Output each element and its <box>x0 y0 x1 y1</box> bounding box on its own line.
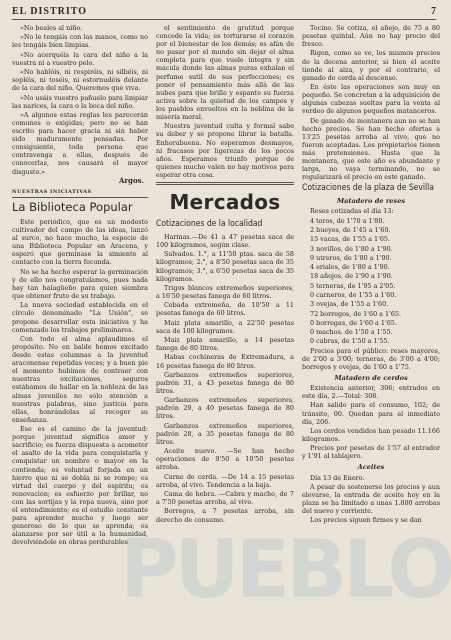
hygiene-rules <box>12 24 148 176</box>
price-item: Garbanzos extremeños superiores, padrón 28, a 35 pesetas fanega de 80 litros. <box>156 421 294 446</box>
list-item: 0 machos. de 1'50 a 1'55. <box>310 328 393 337</box>
columns <box>12 24 440 548</box>
cerdos-title: Matadero de cerdos <box>334 373 408 382</box>
paragraph: Existencia anterior, 306; entrados en este día, 2.—Total: 308. <box>302 384 440 401</box>
list-item: 5 terneras, de 1'95 a 2'05. <box>310 281 396 290</box>
list-item: 72 borregos, de 1'60 a 1'65. <box>310 309 401 318</box>
paragraph: A pesar de sostenerse los precios y aun elevarse, la entrada de aceite hoy en la plaza se ha limitado a unas 1.800 arrobas del nuevo y corriente. <box>302 482 440 516</box>
paragraph: No se ha hecho esperar la germinación y de ello nos congratulamos, pues nada hay tan halagüeño para quien siembra que obtener fruto de su trabajo. <box>12 267 148 301</box>
author-signature: Argos. <box>118 175 144 185</box>
list-item: 4 toros, de 1'70 a 1'80. <box>310 216 385 225</box>
page-number: 7 <box>431 6 436 17</box>
list-item: 3 ovejas, de 1'55 a 1'60. <box>310 300 389 309</box>
paragraph: Este periódico, que es un modesto cultivador del campo de las ideas, lanzó al surco, no hace mucho, la especie de una Biblioteca Popular en Aracena, y esperó que germinase la simiente al contacto con la tierra fecunda. <box>12 218 148 267</box>
price-item: Cebada extremeña, de 10'50 a 11 pesetas fanega de 60 litros. <box>156 301 294 318</box>
paragraph: Los cerdos vendidos han pesado 11.166 kilogramos. <box>302 426 440 443</box>
price-item: Cama de hebra. —Cabra y macho, de 7 a 7'50 pesetas arroba, al vivo. <box>156 490 294 507</box>
paragraph: Los precios siguen firmes y se dan <box>310 516 422 525</box>
price-item: Habas cochineras de Extremadura, a 16 pesetas fanega de 80 litros. <box>156 353 294 370</box>
paragraph: Precios por pesetas de 1'57 al entrador y 1'91 al tablajero. <box>302 444 440 461</box>
paragraph: Han salido para el consumo, 102; de tránsito, 00. Quedan para el inmediato día, 206. <box>302 401 440 426</box>
price-item: Aceite nuevo. —Se han hecho operaciones de 9'50 a 10'50 pesetas arroba. <box>156 447 294 472</box>
list-item: 3 novillos, de 1'80 a 1'90. <box>310 244 393 253</box>
list-item: Reses cotizadas el día 13: <box>310 207 394 216</box>
newspaper-title: EL DISTRITO <box>12 6 88 17</box>
price-item: Maiz plata amarillo, a 22'50 pesetas saca de 100 kilogramos. <box>156 318 294 335</box>
price-item: Garbanzos extremeños superiores, padrón 29, a 40 pesetas fanega de 80 litros. <box>156 396 294 421</box>
price-item: Salvados. 1.°, a 11'50 ptas. saca de 58 kilogramos; 2.°, a 8'50 pesetas saca de 35 kilogramos; 3.°, a 6'50 pesetas saca de 35 kilogramos. <box>156 250 294 283</box>
list-item: 0 cabras, de 1'50 a 1'55. <box>310 337 390 346</box>
paragraph: La nueva sociedad establecida en el círculo denominado "La Unión", se propone desarrollar esta iniciativa y ha comenzado los trabajos preliminares. <box>12 301 148 334</box>
list-item: 0 borregas, de 1'60 a 1'65. <box>310 318 397 327</box>
paragraph: «No acerquéis la cara del niño a la vuestra ni a vuestro pelo. <box>12 50 148 67</box>
reses-title: Matadero de reses <box>336 197 406 206</box>
list-item: 4 eriales, de 1'80 a 1'90. <box>310 263 390 272</box>
price-item: Maiz plata amarillo, a 14 pesetas fanega de 80 litros. <box>156 336 294 353</box>
price-item: Borregos, a 7 pesetas arroba, sin derecho de consumo. <box>156 507 294 524</box>
divider <box>156 182 294 185</box>
aceites-title: Aceites <box>357 463 385 472</box>
paragraph: Precios para el público: reses mayores, de 2'00 a 3'00; terneras, de 3'00 a 4'00; borregos y ovejas, de 1'60 a 1'75. <box>302 346 440 371</box>
paragraph: Rigen, como se ve, los mismos precios de la decena anterior, si bien el aceite tiende al alza, y por el contrario, el ganado de cerda al descenso. <box>302 49 440 82</box>
paragraph: Tocino. Se cotiza, el añejo, de 75 a 80 pesetas quintal. Aún no hay precio del fresco. <box>302 24 440 49</box>
column-2 <box>156 24 294 548</box>
paragraph: «No beales al niño. <box>20 24 83 32</box>
paragraph: En éste las operaciones son muy en pequeño. Se concretan a la adquisición de algunas cabezas sueltas para la venta al verdeo de algunos pequeños matanceros. <box>302 83 440 116</box>
list-item: 18 añojos, de 1'90 a 1'90. <box>310 272 393 281</box>
paragraph: De ganado de montanera aun no se han hecho precios. Se han hecho ofertas a 13'25 pesetas arroba al vivo, que no fueron aceptadas. Los propietarios tienen más pretensiones. Hasta que la montanera, que este año es abundante y larga, no vaya terminando, no se regularizará el precio en este ganado. <box>302 116 440 182</box>
price-item: Harinas.—De 41 a 47 pesetas saca de 100 kilogramos, según clase. <box>156 232 294 250</box>
list-item: 15 vacas, de 1'55 a 1'65. <box>310 235 391 244</box>
paragraph: Día 13 de Enero. <box>310 473 365 482</box>
section-heading-mercados: Mercados <box>169 189 281 214</box>
paragraph: «No hablóis, ni respiréis, ni silbéis, ni sopléis, ni toséis, ni estornudéis delante de la cara del niño. Queremos que viva. <box>12 68 148 93</box>
subheading-seville-prices: Cotizaciones de la plaza de Sevilla <box>302 183 434 194</box>
price-item: Trigos blancos extremeños superiores, a 16'50 pesetas fanega de 60 litros. <box>156 283 294 300</box>
masthead <box>12 6 436 20</box>
column-1 <box>12 24 148 548</box>
subheading-local-prices: Cotizaciones de la localidad <box>156 218 263 229</box>
paragraph: Ese es el camino de la juventud: porque juventud significa amor y sacrificio; es fuerza dispuesta a acometer el asalto de la vida para conquistarla y conquistar un nombre o mayor en la contienda; es voluntad forjada en un hierro que ni se dobla ni se rompe; es virtud del cuerpo y del espíritu; es renovación; es esfuerzo por brillar, no con las sortijas y la ropa nueva, sino por el entendimiento; es el estudio constante para aprender mucho y luego ser generoso de lo que se aprenda; es alanzarse por ser útil a la humanidad, devolviéndole en obras perdurables <box>12 425 148 547</box>
list-item: 0 carneros, de 1'55 a 1'60. <box>310 290 397 299</box>
paragraph: «No le tengáis con las manos, como no les tengáis bien limpias. <box>12 33 148 50</box>
list-item: 2 bueyes, de 1'45 a 1'60. <box>310 226 391 234</box>
price-item: Carne de cerda. —De 14 a 15 pesetas arroba, al vivo. Tendencia a la baja. <box>156 472 294 489</box>
list-item: 9 utreros, de 1'80 a 1'90. <box>310 253 392 262</box>
paragraph: Con todo el alma aplaudimos el propósito. No en balde hemos excitado desde estas columnas a la juventud aracenense repetidas veces; y a buen pie el momento hubimos de contraer con nuestras excitaciones, seguros estábamos de hallar en la nobleza de las almas juveniles no sólo atención a nuestras palabras, sino justicia para ellas, honrándolas al recoger su enseñanza. <box>12 334 148 424</box>
paragraph: «A algunos estas reglas les parecerán comunes o exigidas; pero no se han escrito para hacer gracia ni sin haber sido maduramente pensadas. Por consiguiente, toda persona que contravenga a ellas, después de conocerlas, nos causará el mayor disgusto.» <box>12 110 148 176</box>
paragraph: el sentimiento de gratitud porque concede la vida; es torturarse el corazón por el bienestar de los demás; es afán de no pasar por el mundo sin dejar el alma completa para que vuele íntegra y sin mácula donde las almas puras exhalan el perfume sutil de sus perfecciones; es poner el pensamiento más allá de las nubes para que brille y espante su fuerza activa sobre la quietud de los campos y los pueblos envueltos en la neblina de la miseria moral. <box>156 24 294 122</box>
column-3 <box>302 24 440 548</box>
article-heading: La Biblioteca Popular <box>12 200 133 214</box>
library-watermark: PUEBLO <box>120 523 451 616</box>
reses-list <box>302 207 440 345</box>
section-label: NUESTRAS INICIATIVAS <box>12 188 148 198</box>
paragraph: Nuestra juventud culta y formal sabe su deber y se propone librar la batalla. Enhorabuena. No esperamos desmayos, ni fracasos por ligerezas de los pocos años. Esperamos triunfo porque de quienes mucho valen no hay motivos para esperar otra cosa. <box>156 122 294 179</box>
paragraph: «No usáis vuestro pañuelo para limpiar las narices, la cara o la boca del niño. <box>12 93 149 110</box>
price-item: Garbanzos extremeños superiores, padrón 31, a 43 pesetas fanega de 80 litros. <box>156 370 294 395</box>
